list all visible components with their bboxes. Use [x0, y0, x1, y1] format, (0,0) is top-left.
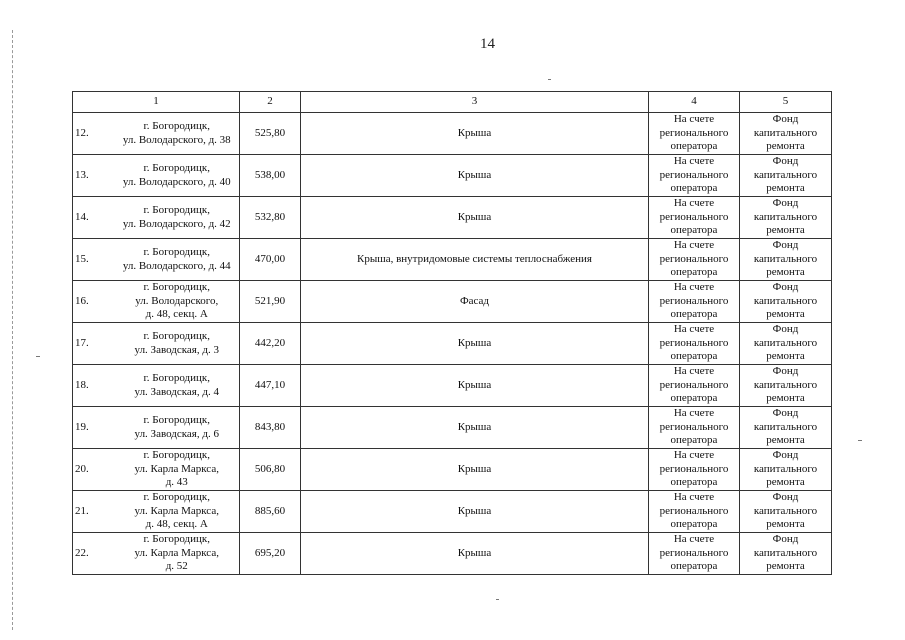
address-line: г. Богородицк,	[143, 281, 210, 294]
account-holder-line: регионального	[659, 462, 729, 475]
funding-source-line: ремонта	[766, 308, 805, 321]
account-holder-line: На счете	[673, 407, 715, 420]
funding-source-line: капитального	[753, 126, 818, 139]
address-cell	[115, 491, 240, 533]
table-row	[73, 281, 832, 323]
funding-source-line: ремонта	[766, 518, 805, 531]
funding-source-line: Фонд	[772, 113, 799, 126]
address-line: ул. Володарского, д. 40	[122, 175, 231, 188]
scan-edge-rule	[12, 30, 13, 630]
address-line: ул. Карла Маркса,	[134, 546, 219, 559]
scan-speck	[36, 356, 40, 357]
funding-source-cell	[740, 281, 832, 323]
funding-source-line: капитального	[753, 504, 818, 517]
account-holder-line: На счете	[673, 155, 715, 168]
row-number: 20.	[73, 449, 115, 491]
account-holder-line: На счете	[673, 113, 715, 126]
account-holder-cell	[649, 407, 740, 449]
funding-source-line: Фонд	[772, 323, 799, 336]
work-type-cell: Крыша	[301, 155, 649, 197]
row-number: 14.	[73, 197, 115, 239]
funding-source-line: ремонта	[766, 140, 805, 153]
funding-source-line: ремонта	[766, 476, 805, 489]
work-type-cell: Фасад	[301, 281, 649, 323]
account-holder-line: На счете	[673, 239, 715, 252]
area-cell: 885,60	[240, 491, 301, 533]
funding-source-cell	[740, 533, 832, 575]
address-line: д. 52	[165, 560, 188, 573]
address-line: г. Богородицк,	[143, 161, 210, 174]
address-line: г. Богородицк,	[143, 413, 210, 426]
address-line: г. Богородицк,	[143, 533, 210, 546]
table-row	[73, 449, 832, 491]
column-header-1: 1	[73, 92, 240, 113]
funding-source-line: Фонд	[772, 449, 799, 462]
scan-speck	[858, 440, 862, 441]
address-line: г. Богородицк,	[143, 449, 210, 462]
funding-source-line: Фонд	[772, 155, 799, 168]
area-cell: 843,80	[240, 407, 301, 449]
address-line: ул. Володарского,	[135, 294, 219, 307]
work-type-cell: Крыша	[301, 323, 649, 365]
area-cell: 521,90	[240, 281, 301, 323]
work-type-cell: Крыша	[301, 491, 649, 533]
address-line: г. Богородицк,	[143, 329, 210, 342]
address-line: г. Богородицк,	[143, 371, 210, 384]
area-cell: 538,00	[240, 155, 301, 197]
address-line: ул. Володарского, д. 44	[122, 259, 231, 272]
area-cell: 506,80	[240, 449, 301, 491]
account-holder-line: оператора	[670, 308, 718, 321]
account-holder-line: На счете	[673, 197, 715, 210]
address-line: ул. Заводская, д. 6	[134, 427, 219, 440]
account-holder-line: На счете	[673, 365, 715, 378]
funding-source-cell	[740, 407, 832, 449]
address-line: ул. Володарского, д. 42	[122, 217, 231, 230]
account-holder-line: регионального	[659, 504, 729, 517]
address-cell	[115, 155, 240, 197]
table-row	[73, 197, 832, 239]
row-number: 17.	[73, 323, 115, 365]
account-holder-cell	[649, 239, 740, 281]
address-line: г. Богородицк,	[143, 203, 210, 216]
page-number: 14	[480, 36, 495, 52]
row-number: 19.	[73, 407, 115, 449]
account-holder-line: На счете	[673, 491, 715, 504]
address-line: ул. Заводская, д. 3	[134, 343, 219, 356]
row-number: 13.	[73, 155, 115, 197]
address-cell	[115, 239, 240, 281]
funding-source-line: ремонта	[766, 224, 805, 237]
account-holder-cell	[649, 365, 740, 407]
row-number: 16.	[73, 281, 115, 323]
account-holder-line: регионального	[659, 420, 729, 433]
row-number: 21.	[73, 491, 115, 533]
account-holder-line: регионального	[659, 336, 729, 349]
address-line: ул. Карла Маркса,	[134, 462, 219, 475]
account-holder-cell	[649, 155, 740, 197]
work-type-cell: Крыша	[301, 533, 649, 575]
funding-source-line: капитального	[753, 546, 818, 559]
work-type-cell: Крыша, внутридомовые системы теплоснабжения	[301, 239, 649, 281]
address-cell	[115, 281, 240, 323]
account-holder-cell	[649, 491, 740, 533]
table-row	[73, 365, 832, 407]
address-line: г. Богородицк,	[143, 491, 210, 504]
area-cell: 532,80	[240, 197, 301, 239]
scan-speck	[548, 79, 551, 80]
account-holder-line: регионального	[659, 126, 729, 139]
account-holder-cell	[649, 281, 740, 323]
row-number: 15.	[73, 239, 115, 281]
funding-source-line: Фонд	[772, 533, 799, 546]
column-number-row	[73, 92, 832, 113]
address-line: г. Богородицк,	[143, 119, 210, 132]
funding-source-line: ремонта	[766, 392, 805, 405]
column-header-5: 5	[740, 92, 832, 113]
address-line: г. Богородицк,	[143, 245, 210, 258]
column-header-4: 4	[649, 92, 740, 113]
account-holder-line: оператора	[670, 224, 718, 237]
funding-source-line: капитального	[753, 252, 818, 265]
account-holder-line: На счете	[673, 533, 715, 546]
account-holder-line: оператора	[670, 350, 718, 363]
account-holder-line: оператора	[670, 560, 718, 573]
repair-register-table	[72, 91, 832, 575]
work-type-cell: Крыша	[301, 197, 649, 239]
account-holder-line: На счете	[673, 281, 715, 294]
account-holder-line: оператора	[670, 182, 718, 195]
work-type-cell: Крыша	[301, 407, 649, 449]
scan-speck	[496, 599, 499, 600]
account-holder-line: регионального	[659, 546, 729, 559]
table-row	[73, 533, 832, 575]
address-cell	[115, 533, 240, 575]
table-row	[73, 323, 832, 365]
work-type-cell: Крыша	[301, 113, 649, 155]
address-line: ул. Володарского, д. 38	[122, 133, 231, 146]
table-row	[73, 491, 832, 533]
funding-source-line: ремонта	[766, 266, 805, 279]
funding-source-cell	[740, 155, 832, 197]
table-row	[73, 155, 832, 197]
column-header-3: 3	[301, 92, 649, 113]
funding-source-line: капитального	[753, 336, 818, 349]
area-cell: 470,00	[240, 239, 301, 281]
account-holder-cell	[649, 197, 740, 239]
work-type-cell: Крыша	[301, 449, 649, 491]
funding-source-line: ремонта	[766, 350, 805, 363]
address-line: ул. Карла Маркса,	[134, 504, 219, 517]
account-holder-line: оператора	[670, 518, 718, 531]
address-line: д. 48, секц. А	[145, 308, 208, 321]
funding-source-cell	[740, 365, 832, 407]
address-cell	[115, 323, 240, 365]
funding-source-cell	[740, 113, 832, 155]
funding-source-cell	[740, 491, 832, 533]
address-cell	[115, 449, 240, 491]
account-holder-line: регионального	[659, 210, 729, 223]
account-holder-cell	[649, 449, 740, 491]
account-holder-line: оператора	[670, 266, 718, 279]
account-holder-line: регионального	[659, 294, 729, 307]
column-header-2: 2	[240, 92, 301, 113]
funding-source-cell	[740, 323, 832, 365]
funding-source-line: ремонта	[766, 182, 805, 195]
funding-source-line: ремонта	[766, 434, 805, 447]
funding-source-line: Фонд	[772, 281, 799, 294]
funding-source-line: капитального	[753, 294, 818, 307]
funding-source-line: Фонд	[772, 491, 799, 504]
address-line: д. 43	[165, 476, 188, 489]
address-line: д. 48, секц. А	[145, 518, 208, 531]
table-row	[73, 239, 832, 281]
account-holder-line: На счете	[673, 323, 715, 336]
account-holder-line: оператора	[670, 434, 718, 447]
funding-source-line: Фонд	[772, 365, 799, 378]
address-cell	[115, 407, 240, 449]
funding-source-line: капитального	[753, 378, 818, 391]
funding-source-line: Фонд	[772, 407, 799, 420]
funding-source-cell	[740, 197, 832, 239]
table-row	[73, 113, 832, 155]
area-cell: 447,10	[240, 365, 301, 407]
work-type-cell: Крыша	[301, 365, 649, 407]
area-cell: 442,20	[240, 323, 301, 365]
funding-source-line: Фонд	[772, 239, 799, 252]
account-holder-line: регионального	[659, 168, 729, 181]
funding-source-line: Фонд	[772, 197, 799, 210]
address-cell	[115, 365, 240, 407]
account-holder-line: оператора	[670, 392, 718, 405]
account-holder-line: регионального	[659, 252, 729, 265]
address-cell	[115, 113, 240, 155]
row-number: 12.	[73, 113, 115, 155]
area-cell: 525,80	[240, 113, 301, 155]
address-line: ул. Заводская, д. 4	[134, 385, 219, 398]
funding-source-line: капитального	[753, 420, 818, 433]
funding-source-cell	[740, 449, 832, 491]
area-cell: 695,20	[240, 533, 301, 575]
funding-source-line: капитального	[753, 462, 818, 475]
account-holder-line: На счете	[673, 449, 715, 462]
account-holder-cell	[649, 113, 740, 155]
account-holder-line: оператора	[670, 140, 718, 153]
address-cell	[115, 197, 240, 239]
account-holder-line: оператора	[670, 476, 718, 489]
funding-source-line: капитального	[753, 210, 818, 223]
funding-source-line: ремонта	[766, 560, 805, 573]
funding-source-line: капитального	[753, 168, 818, 181]
table-row	[73, 407, 832, 449]
row-number: 22.	[73, 533, 115, 575]
funding-source-cell	[740, 239, 832, 281]
account-holder-cell	[649, 533, 740, 575]
row-number: 18.	[73, 365, 115, 407]
account-holder-line: регионального	[659, 378, 729, 391]
account-holder-cell	[649, 323, 740, 365]
